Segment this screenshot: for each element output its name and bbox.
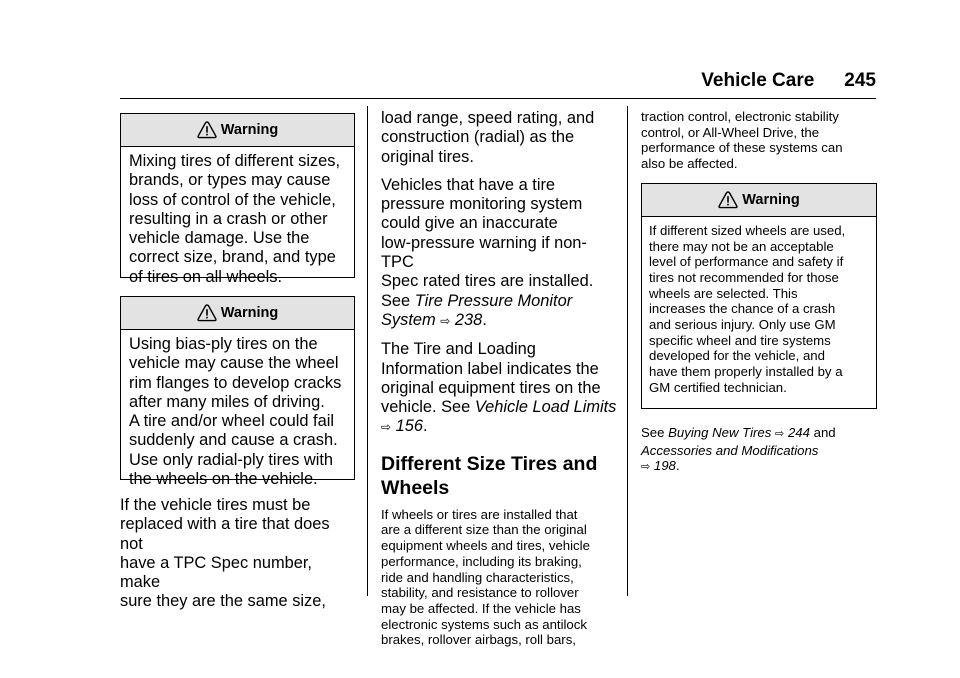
warning-box-1 bbox=[120, 113, 355, 286]
column-2 bbox=[381, 109, 619, 648]
text-line: If wheels or tires are installed that bbox=[381, 506, 578, 522]
warning-box-3 bbox=[641, 183, 877, 409]
warning-body-2 bbox=[121, 330, 354, 489]
text-line bbox=[381, 292, 619, 311]
text-line: equipment wheels and tires, vehicle bbox=[381, 538, 590, 554]
text-line: original equipment tires on the bbox=[381, 378, 601, 397]
text-line: Mixing tires of different sizes, bbox=[129, 152, 341, 170]
page-ref-244[interactable]: 244 bbox=[787, 424, 810, 440]
text-line bbox=[641, 443, 877, 459]
warning-box-2 bbox=[120, 296, 355, 489]
page-number: 245 bbox=[844, 70, 876, 91]
text-line: Information label indicates the bbox=[381, 359, 599, 378]
text-line: tires not recommended for those bbox=[649, 269, 839, 285]
paragraph-continued bbox=[381, 109, 619, 167]
paragraph-see-also bbox=[641, 425, 877, 476]
text-line: loss of control of the vehicle, bbox=[129, 190, 336, 209]
text-line: construction (radial) as the bbox=[381, 128, 575, 147]
text-line: after many miles of driving. bbox=[129, 392, 325, 411]
text-line: may be affected. If the vehicle has bbox=[381, 600, 581, 616]
text-line: original tires. bbox=[381, 147, 474, 166]
text-line: If the vehicle tires must be bbox=[120, 496, 311, 514]
text-line: ⇨ 156. bbox=[381, 417, 428, 436]
page-header bbox=[0, 70, 876, 92]
text-line: the wheels on the vehicle. bbox=[129, 470, 318, 489]
warning-header-1 bbox=[121, 114, 354, 147]
text-line: Vehicles that have a tire bbox=[381, 175, 556, 194]
xref-system[interactable]: System bbox=[381, 310, 436, 329]
warning-symbol-icon bbox=[197, 304, 217, 322]
text-line: pressure monitoring system bbox=[381, 195, 583, 214]
text-line: resulting in a crash or other bbox=[129, 209, 328, 228]
page-ref-icon: ⇨ bbox=[775, 427, 785, 440]
text-line: of tires on all wheels. bbox=[129, 267, 283, 286]
text-line: vehicle may cause the wheel bbox=[129, 354, 339, 373]
paragraph-different-size bbox=[381, 507, 619, 648]
heading-line: Wheels bbox=[381, 476, 450, 499]
column-3 bbox=[641, 109, 877, 476]
page-ref-238[interactable]: 238 bbox=[454, 310, 483, 329]
see-text: vehicle. See bbox=[381, 398, 471, 417]
text-line: replaced with a tire that does not bbox=[120, 515, 330, 553]
column-divider-1 bbox=[367, 106, 368, 596]
xref-buying-new-tires[interactable]: Buying New Tires bbox=[668, 424, 772, 440]
warning-body-1 bbox=[121, 147, 354, 287]
text-line: brakes, rollover airbags, roll bars, bbox=[381, 632, 576, 648]
text-line: Spec rated tires are installed. bbox=[381, 272, 594, 291]
text-line: System ⇨ 238. bbox=[381, 310, 487, 329]
text-line: performance, including its braking, bbox=[381, 553, 582, 569]
column-1 bbox=[120, 113, 355, 612]
text-line: wheels are selected. This bbox=[649, 285, 798, 301]
text-line: developed for the vehicle, and bbox=[649, 348, 825, 364]
warning-symbol-icon bbox=[718, 191, 738, 209]
paragraph-tire-replacement bbox=[120, 496, 355, 612]
text-line: A tire and/or wheel could fail bbox=[129, 412, 335, 431]
text-line: stability, and resistance to rollover bbox=[381, 585, 579, 601]
warning-symbol-icon bbox=[197, 121, 217, 139]
page-ref-icon: ⇨ bbox=[641, 461, 651, 474]
text-line: Using bias-ply tires on the bbox=[129, 335, 318, 353]
xref-accessories-modifications[interactable]: Accessories and Modifications bbox=[641, 442, 819, 458]
text-line: ⇨ 198. bbox=[641, 458, 680, 474]
text-line: brands, or types may cause bbox=[129, 171, 331, 190]
warning-header-3 bbox=[642, 184, 876, 217]
and-text: and bbox=[813, 424, 836, 440]
xref-vehicle-load-limits[interactable]: Vehicle Load Limits bbox=[474, 398, 617, 417]
text-line: could give an inaccurate bbox=[381, 214, 558, 233]
text-line: there may not be an acceptable bbox=[649, 238, 834, 254]
text-line: level of performance and safety if bbox=[649, 254, 844, 270]
text-line: ride and handling characteristics, bbox=[381, 569, 574, 585]
text-line: load range, speed rating, and bbox=[381, 109, 595, 127]
warning-body-3 bbox=[642, 217, 876, 396]
section-heading bbox=[381, 452, 619, 500]
text-line: traction control, electronic stability bbox=[641, 109, 839, 124]
page-ref-156[interactable]: 156 bbox=[395, 417, 423, 436]
text-line: are a different size than the original bbox=[381, 522, 587, 538]
text-line: have a TPC Spec number, make bbox=[120, 553, 312, 592]
text-line: have them properly installed by a bbox=[649, 364, 843, 380]
text-line: specific wheel and tire systems bbox=[649, 332, 831, 348]
text-line: If different sized wheels are used, bbox=[649, 222, 846, 238]
text-line: rim flanges to develop cracks bbox=[129, 373, 342, 392]
page-ref-icon: ⇨ bbox=[381, 420, 392, 435]
text-line: performance of these systems can bbox=[641, 140, 843, 156]
page-ref-198[interactable]: 198 bbox=[653, 458, 676, 474]
text-line: suddenly and cause a crash. bbox=[129, 431, 338, 450]
header-rule bbox=[120, 98, 876, 99]
text-line: GM certified technician. bbox=[649, 379, 787, 395]
warning-header-2 bbox=[121, 297, 354, 330]
text-line: also be affected. bbox=[641, 156, 738, 172]
text-line: sure they are the same size, bbox=[120, 592, 326, 611]
section-title: Vehicle Care bbox=[701, 70, 815, 91]
text-line bbox=[641, 425, 877, 443]
text-line: electronic systems such as antilock bbox=[381, 616, 587, 632]
text-line: Use only radial-ply tires with bbox=[129, 450, 334, 469]
warning-title-2: Warning bbox=[220, 305, 279, 321]
text-line: increases the chance of a crash bbox=[649, 301, 836, 317]
heading-line: Different Size Tires and bbox=[381, 452, 598, 475]
paragraph-tpms bbox=[381, 176, 619, 331]
warning-title-1: Warning bbox=[220, 122, 279, 138]
text-line: correct size, brand, and type bbox=[129, 248, 336, 267]
text-line: and serious injury. Only use GM bbox=[649, 317, 836, 333]
xref-tire-pressure-monitor[interactable]: Tire Pressure Monitor bbox=[414, 291, 573, 310]
text-line bbox=[381, 398, 619, 417]
paragraph-loading-label bbox=[381, 340, 619, 437]
text-line: low-pressure warning if non-TPC bbox=[381, 233, 587, 272]
page-ref-icon: ⇨ bbox=[440, 313, 451, 328]
text-line: vehicle damage. Use the bbox=[129, 229, 310, 248]
warning-title-3: Warning bbox=[742, 191, 800, 208]
text-line: control, or All-Wheel Drive, the bbox=[641, 124, 820, 140]
text-line: The Tire and Loading bbox=[381, 340, 536, 359]
paragraph-traction-control bbox=[641, 109, 877, 172]
see-text: See bbox=[641, 424, 665, 440]
see-text: See bbox=[381, 291, 411, 310]
column-divider-2 bbox=[627, 106, 628, 596]
